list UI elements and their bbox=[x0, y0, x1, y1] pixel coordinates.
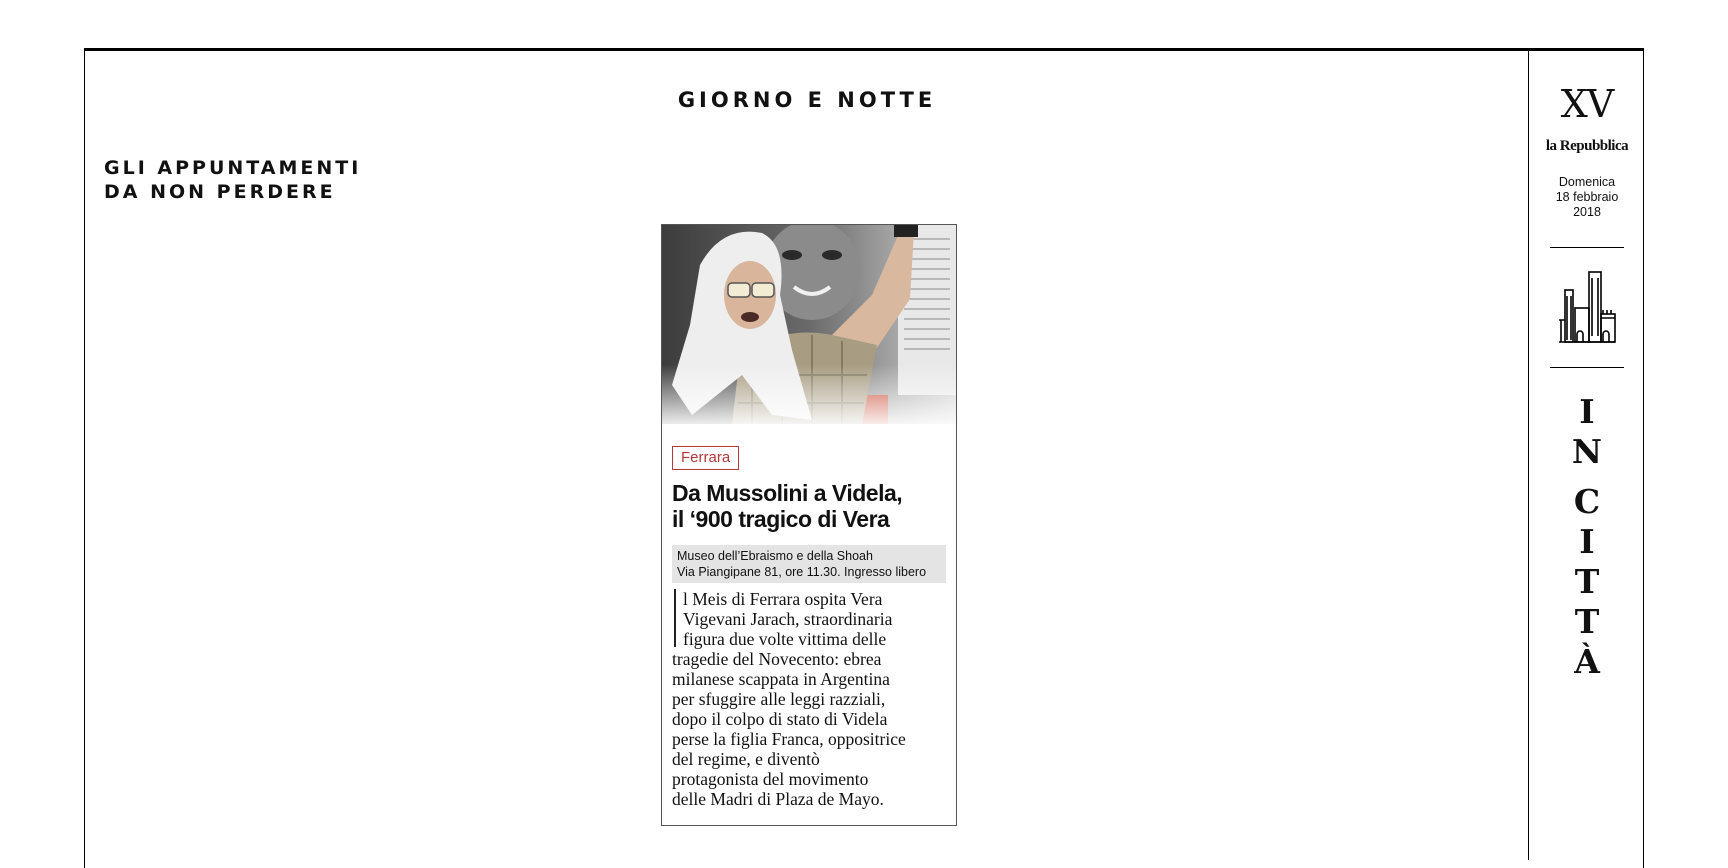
body-line: Vigevani Jarach, straordinaria bbox=[683, 609, 893, 629]
body-line: del regime, e diventò bbox=[672, 749, 820, 769]
vertical-letter: T bbox=[1574, 602, 1600, 641]
body-line: dopo il colpo di stato di Videla bbox=[672, 709, 888, 729]
article-photo bbox=[662, 225, 956, 424]
vertical-letter: N bbox=[1571, 432, 1603, 471]
vertical-letter: T bbox=[1574, 562, 1600, 601]
body-line: milanese scappata in Argentina bbox=[672, 669, 890, 689]
body-line: per sfuggire alle leggi razziali, bbox=[672, 689, 886, 709]
date-line: 2018 bbox=[1573, 205, 1601, 219]
vertical-letter: C bbox=[1573, 482, 1601, 521]
body-line: tragedie del Novecento: ebrea bbox=[672, 649, 882, 669]
subtitle-line: DA NON PERDERE bbox=[104, 181, 336, 203]
body-line: delle Madri di Plaza de Mayo. bbox=[672, 789, 884, 809]
headline-line: il ‘900 tragico di Vera bbox=[672, 506, 890, 532]
vertical-letter: I bbox=[1579, 392, 1595, 431]
location-tag: Ferrara bbox=[672, 446, 739, 470]
vertical-letter: À bbox=[1574, 642, 1600, 681]
body-line: protagonista del movimento bbox=[672, 769, 869, 789]
info-line: Via Piangipane 81, ore 11.30. Ingresso libero bbox=[677, 565, 927, 579]
article-card bbox=[661, 224, 957, 826]
subtitle-line: GLI APPUNTAMENTI bbox=[104, 157, 362, 179]
date-line: Domenica bbox=[1558, 175, 1616, 189]
headline-line: Da Mussolini a Videla, bbox=[672, 480, 903, 506]
article-body bbox=[672, 589, 948, 809]
city-towers-icon bbox=[1557, 270, 1617, 346]
section-title: GIORNO E NOTTE bbox=[677, 88, 937, 112]
word-gap bbox=[1530, 472, 1644, 482]
body-line: perse la figlia Franca, oppositrice bbox=[672, 729, 906, 749]
section-vertical-title bbox=[1530, 392, 1644, 682]
date-line: 18 febbraio bbox=[1555, 190, 1619, 204]
page-number: XV bbox=[1560, 82, 1614, 126]
vertical-letter: I bbox=[1579, 522, 1595, 561]
section-subtitle bbox=[104, 156, 361, 204]
publication-date bbox=[1530, 175, 1644, 220]
divider bbox=[1550, 247, 1624, 248]
body-line: figura due volte vittima delle bbox=[683, 629, 887, 649]
body-line: l Meis di Ferrara ospita Vera bbox=[683, 589, 883, 609]
article-headline bbox=[672, 480, 952, 532]
event-info-box bbox=[672, 545, 946, 583]
sidebar-divider bbox=[1528, 50, 1529, 860]
masthead-logo: la Repubblica bbox=[1545, 138, 1629, 154]
divider bbox=[1550, 367, 1624, 368]
info-line: Museo dell’Ebraismo e della Shoah bbox=[677, 549, 873, 563]
